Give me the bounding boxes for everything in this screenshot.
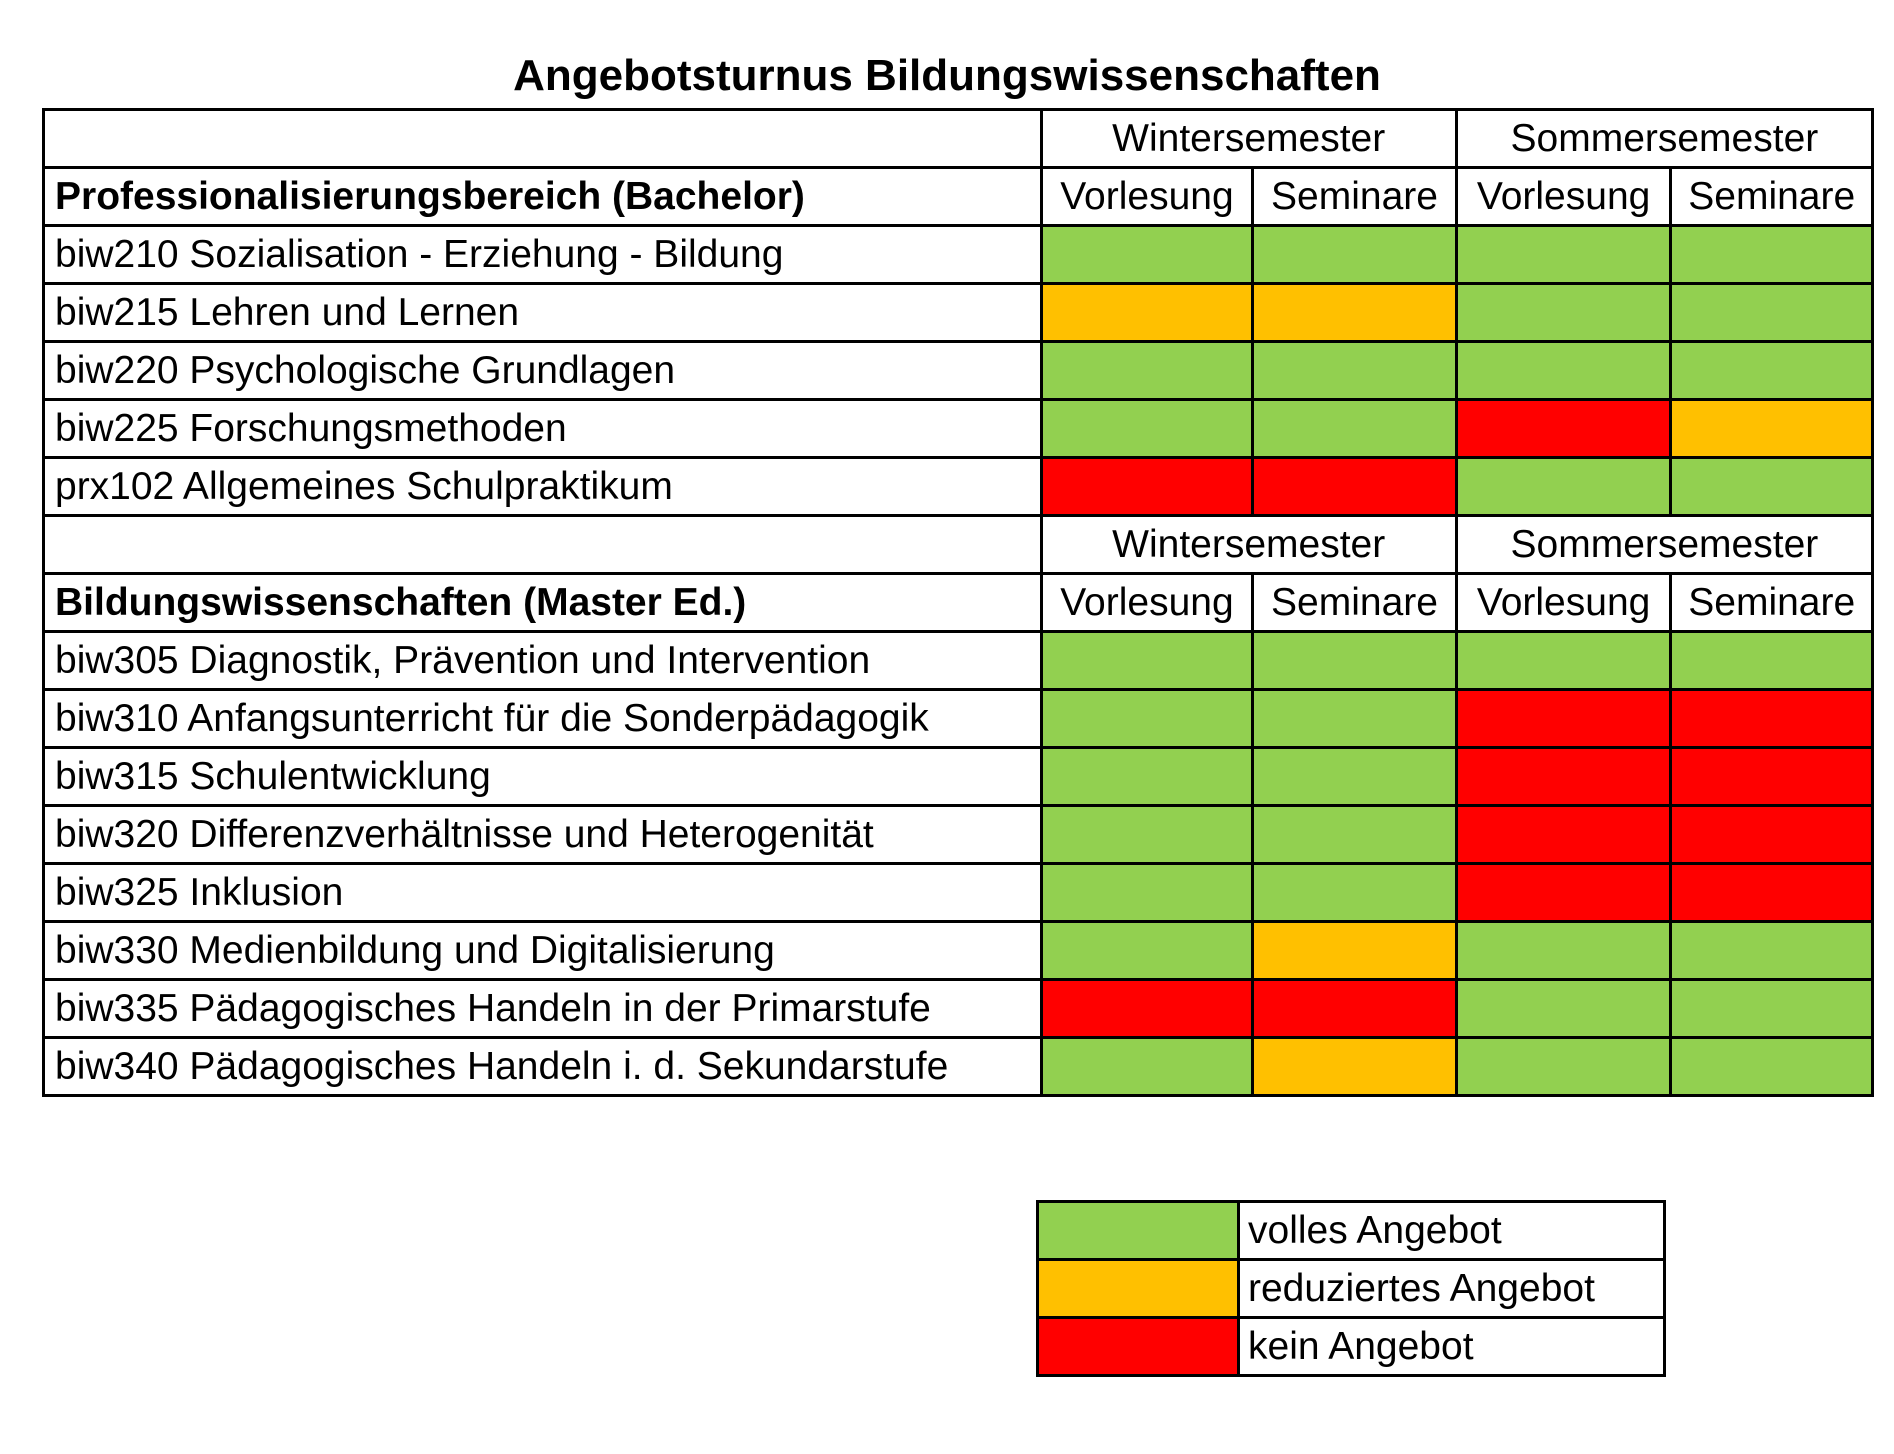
module-label: prx102 Allgemeines Schulpraktikum <box>44 458 1042 516</box>
semester-header: Wintersemester <box>1041 516 1456 574</box>
legend-label: volles Angebot <box>1239 1202 1665 1260</box>
status-cell-none <box>1456 748 1671 806</box>
status-cell-none <box>1456 806 1671 864</box>
legend-swatch-reduced <box>1038 1260 1239 1318</box>
column-subheader: Vorlesung <box>1041 168 1253 226</box>
semester-header: Wintersemester <box>1041 110 1456 168</box>
semester-header: Sommersemester <box>1456 110 1872 168</box>
module-label: biw310 Anfangsunterricht für die Sonderpädagogik <box>44 690 1042 748</box>
section-header-row <box>44 168 1873 226</box>
semester-header-row <box>44 110 1873 168</box>
status-cell-full <box>1041 690 1253 748</box>
legend-item <box>1038 1260 1665 1318</box>
section-header-row <box>44 574 1873 632</box>
status-cell-full <box>1671 342 1873 400</box>
module-label: biw325 Inklusion <box>44 864 1042 922</box>
table-row <box>44 400 1873 458</box>
status-cell-full <box>1041 226 1253 284</box>
status-cell-none <box>1671 690 1873 748</box>
column-subheader: Seminare <box>1253 574 1457 632</box>
status-cell-full <box>1253 226 1457 284</box>
status-cell-none <box>1253 458 1457 516</box>
status-cell-full <box>1041 1038 1253 1096</box>
legend-swatch-full <box>1038 1202 1239 1260</box>
legend-label: kein Angebot <box>1239 1318 1665 1376</box>
status-cell-full <box>1041 632 1253 690</box>
status-cell-full <box>1456 632 1671 690</box>
status-cell-full <box>1456 284 1671 342</box>
semester-header-row <box>44 516 1873 574</box>
table-row <box>44 980 1873 1038</box>
status-cell-full <box>1671 922 1873 980</box>
status-cell-full <box>1671 632 1873 690</box>
status-cell-full <box>1253 342 1457 400</box>
status-cell-full <box>1253 806 1457 864</box>
status-cell-full <box>1671 458 1873 516</box>
status-cell-none <box>1456 400 1671 458</box>
column-subheader: Vorlesung <box>1041 574 1253 632</box>
table-row <box>44 1038 1873 1096</box>
legend-item <box>1038 1318 1665 1376</box>
status-cell-full <box>1253 632 1457 690</box>
status-cell-none <box>1041 458 1253 516</box>
column-subheader: Vorlesung <box>1456 574 1671 632</box>
module-label: biw220 Psychologische Grundlagen <box>44 342 1042 400</box>
status-cell-full <box>1253 864 1457 922</box>
status-cell-full <box>1253 690 1457 748</box>
module-label: biw305 Diagnostik, Prävention und Intervention <box>44 632 1042 690</box>
status-cell-full <box>1041 864 1253 922</box>
status-cell-full <box>1253 748 1457 806</box>
semester-header: Sommersemester <box>1456 516 1872 574</box>
legend-table <box>1036 1200 1666 1377</box>
module-label: biw215 Lehren und Lernen <box>44 284 1042 342</box>
empty-header-cell <box>44 516 1042 574</box>
status-cell-full <box>1456 458 1671 516</box>
status-cell-reduced <box>1671 400 1873 458</box>
legend-label: reduziertes Angebot <box>1239 1260 1665 1318</box>
document-title: Angebotsturnus Bildungswissenschaften <box>513 51 1381 100</box>
status-cell-full <box>1041 342 1253 400</box>
module-label: biw320 Differenzverhältnisse und Heterogenität <box>44 806 1042 864</box>
status-cell-full <box>1041 400 1253 458</box>
status-cell-full <box>1041 922 1253 980</box>
table-row <box>44 342 1873 400</box>
status-cell-full <box>1041 748 1253 806</box>
status-cell-none <box>1671 864 1873 922</box>
status-cell-full <box>1456 1038 1671 1096</box>
status-cell-full <box>1456 226 1671 284</box>
status-cell-full <box>1671 284 1873 342</box>
module-label: biw335 Pädagogisches Handeln in der Primarstufe <box>44 980 1042 1038</box>
status-cell-none <box>1041 980 1253 1038</box>
status-cell-full <box>1671 1038 1873 1096</box>
legend-item <box>1038 1202 1665 1260</box>
section-label: Bildungswissenschaften (Master Ed.) <box>44 574 1042 632</box>
status-cell-full <box>1671 980 1873 1038</box>
offering-table <box>42 108 1874 1097</box>
column-subheader: Vorlesung <box>1456 168 1671 226</box>
status-cell-full <box>1456 980 1671 1038</box>
status-cell-none <box>1253 980 1457 1038</box>
status-cell-none <box>1456 690 1671 748</box>
status-cell-full <box>1253 400 1457 458</box>
module-label: biw210 Sozialisation - Erziehung - Bildung <box>44 226 1042 284</box>
column-subheader: Seminare <box>1253 168 1457 226</box>
status-cell-reduced <box>1253 1038 1457 1096</box>
status-cell-full <box>1456 342 1671 400</box>
status-cell-reduced <box>1041 284 1253 342</box>
table-row <box>44 748 1873 806</box>
module-label: biw340 Pädagogisches Handeln i. d. Sekundarstufe <box>44 1038 1042 1096</box>
status-cell-none <box>1456 864 1671 922</box>
table-row <box>44 632 1873 690</box>
table-row <box>44 690 1873 748</box>
table-row <box>44 922 1873 980</box>
table-row <box>44 864 1873 922</box>
legend-swatch-none <box>1038 1318 1239 1376</box>
section-label: Professionalisierungsbereich (Bachelor) <box>44 168 1042 226</box>
module-label: biw330 Medienbildung und Digitalisierung <box>44 922 1042 980</box>
module-label: biw315 Schulentwicklung <box>44 748 1042 806</box>
column-subheader: Seminare <box>1671 168 1873 226</box>
column-subheader: Seminare <box>1671 574 1873 632</box>
status-cell-reduced <box>1253 284 1457 342</box>
status-cell-full <box>1456 922 1671 980</box>
table-row <box>44 458 1873 516</box>
status-cell-full <box>1041 806 1253 864</box>
status-cell-reduced <box>1253 922 1457 980</box>
table-row <box>44 226 1873 284</box>
table-row <box>44 284 1873 342</box>
module-label: biw225 Forschungsmethoden <box>44 400 1042 458</box>
table-row <box>44 806 1873 864</box>
status-cell-full <box>1671 226 1873 284</box>
empty-header-cell <box>44 110 1042 168</box>
status-cell-none <box>1671 748 1873 806</box>
status-cell-none <box>1671 806 1873 864</box>
